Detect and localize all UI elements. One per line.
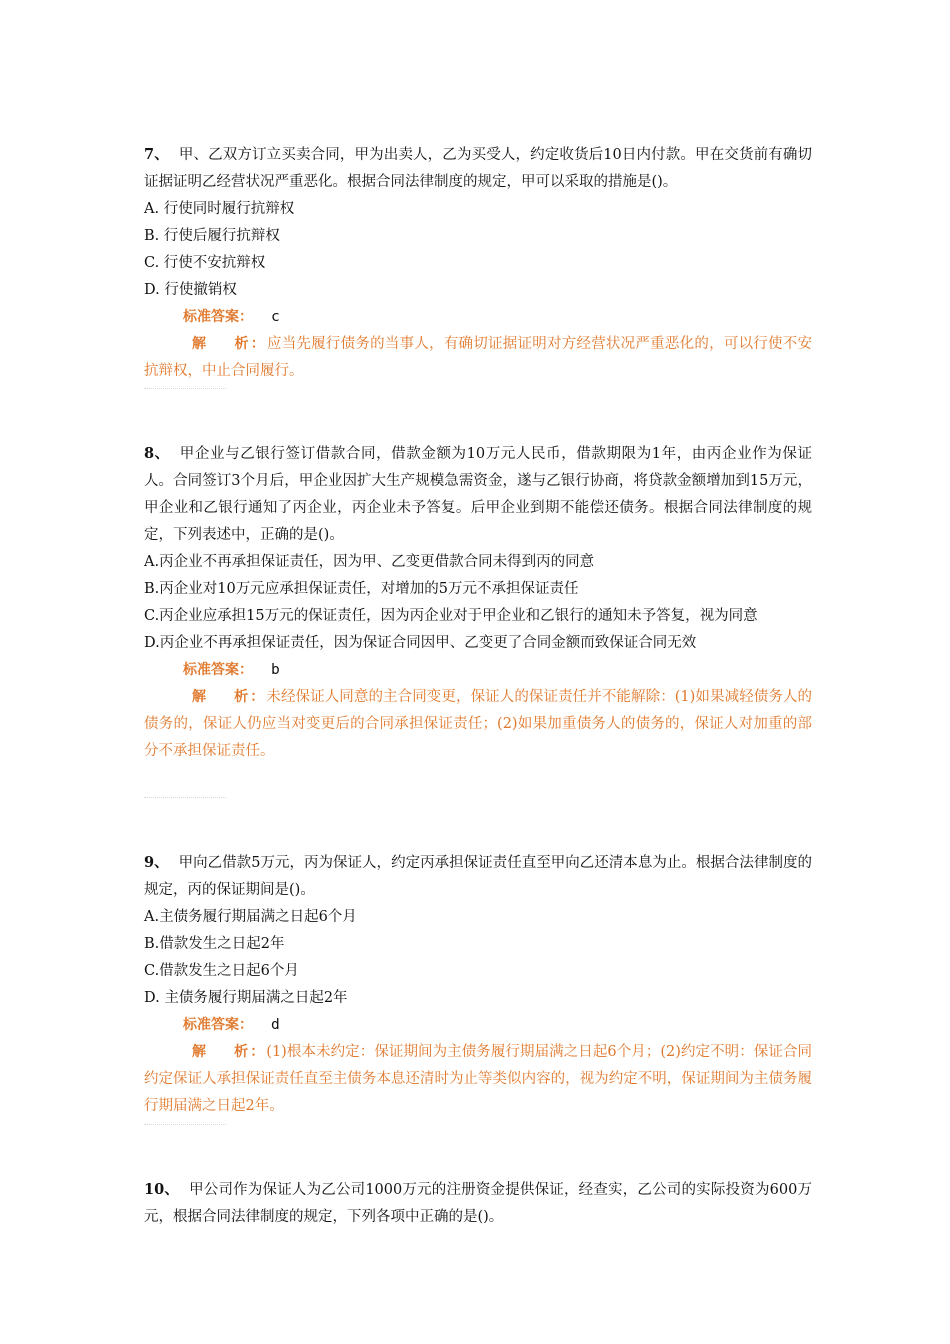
question-text: 甲向乙借款5万元，丙为保证人，约定丙承担保证责任直至甲向乙还清本息为止。根据合法律制度的规定，丙的保证期间是()。 bbox=[144, 855, 812, 898]
answer-label: 标准答案： bbox=[183, 662, 253, 678]
question-10 bbox=[144, 1176, 812, 1231]
question-number: 10、 bbox=[144, 1181, 180, 1198]
analysis-label-part: 解 bbox=[192, 336, 209, 352]
analysis-label-part: 析： bbox=[234, 689, 267, 705]
standard-answer bbox=[144, 1012, 812, 1039]
analysis-text: (1)根本未约定：保证期间为主债务履行期届满之日起6个月；(2)约定不明：保证合同约定保证人承担保证责任直至主债务本息还清时为止等类似内容的，视为约定不明，保证期间为主债务履行期届满之日起2年。 bbox=[144, 1044, 813, 1114]
separator-rule bbox=[144, 797, 226, 798]
separator-rule bbox=[144, 388, 226, 389]
question-number: 9、 bbox=[144, 854, 169, 871]
question-text: 甲企业与乙银行签订借款合同，借款金额为10万元人民币，借款期限为1年，由丙企业作为保证人。合同签订3个月后，甲企业因扩大生产规模急需资金，遂与乙银行协商，将贷款金额增加到15万元，甲企业和乙银行通知了丙企业，丙企业未予答复。后甲企业到期不能偿还债务。根据合同法律制度的规定，下列表述中，正确的是()。 bbox=[144, 446, 812, 543]
question-stem bbox=[144, 141, 812, 196]
answer-value: c bbox=[271, 309, 280, 325]
analysis bbox=[144, 684, 812, 765]
answer-label: 标准答案： bbox=[183, 1017, 253, 1033]
question-text: 甲公司作为保证人为乙公司1000万元的注册资金提供保证，经查实，乙公司的实际投资为600万元，根据合同法律制度的规定，下列各项中正确的是()。 bbox=[144, 1182, 812, 1225]
option-b: B. 行使后履行抗辩权 bbox=[144, 228, 280, 244]
analysis-label bbox=[192, 689, 266, 705]
analysis-label bbox=[192, 336, 267, 352]
option-c: C.丙企业应承担15万元的保证责任，因为丙企业对于甲企业和乙银行的通知未予答复，视为同意 bbox=[144, 608, 758, 624]
answer-label: 标准答案： bbox=[183, 309, 253, 325]
analysis-label-part: 解 bbox=[192, 1044, 209, 1060]
analysis-label bbox=[192, 1044, 266, 1060]
question-8 bbox=[144, 440, 812, 765]
analysis-label-part: 解 bbox=[192, 689, 209, 705]
question-stem bbox=[144, 440, 812, 549]
option-d: D. 行使撤销权 bbox=[144, 282, 237, 298]
separator-rule bbox=[144, 1124, 226, 1125]
analysis-text: 未经保证人同意的主合同变更，保证人的保证责任并不能解除：(1)如果减轻债务人的债务的，保证人仍应当对变更后的合同承担保证责任；(2)如果加重债务人的债务的，保证人对加重的部分不承担保证责任。 bbox=[144, 689, 813, 759]
question-stem bbox=[144, 849, 812, 904]
option-c: C. 行使不安抗辩权 bbox=[144, 255, 266, 271]
analysis-text: 应当先履行债务的当事人，有确切证据证明对方经营状况严重恶化的，可以行使不安抗辩权，中止合同履行。 bbox=[144, 336, 813, 379]
analysis bbox=[144, 1039, 812, 1120]
question-7 bbox=[144, 141, 812, 385]
option-d: D.丙企业不再承担保证责任，因为保证合同因甲、乙变更了合同金额而致保证合同无效 bbox=[144, 635, 697, 651]
analysis-label-part: 析： bbox=[234, 336, 267, 352]
option-d: D. 主债务履行期届满之日起2年 bbox=[144, 990, 348, 1006]
question-number: 7、 bbox=[144, 146, 169, 163]
analysis bbox=[144, 331, 812, 385]
option-b: B.借款发生之日起2年 bbox=[144, 936, 285, 952]
standard-answer bbox=[144, 657, 812, 684]
question-text: 甲、乙双方订立买卖合同，甲为出卖人，乙为买受人，约定收货后10日内付款。甲在交货前有确切证据证明乙经营状况严重恶化。根据合同法律制度的规定，甲可以采取的措施是()。 bbox=[144, 147, 813, 190]
answer-value: d bbox=[271, 1017, 280, 1033]
answer-value: b bbox=[271, 662, 280, 678]
option-a: A. 行使同时履行抗辩权 bbox=[144, 201, 295, 217]
question-9 bbox=[144, 849, 812, 1120]
option-c: C.借款发生之日起6个月 bbox=[144, 963, 299, 979]
analysis-label-part: 析： bbox=[234, 1044, 267, 1060]
standard-answer bbox=[144, 304, 812, 331]
option-b: B.丙企业对10万元应承担保证责任，对增加的5万元不承担保证责任 bbox=[144, 581, 579, 597]
question-stem bbox=[144, 1176, 812, 1231]
question-number: 8、 bbox=[144, 445, 170, 462]
option-a: A.主债务履行期届满之日起6个月 bbox=[144, 909, 357, 925]
option-a: A.丙企业不再承担保证责任，因为甲、乙变更借款合同未得到丙的同意 bbox=[144, 554, 595, 570]
